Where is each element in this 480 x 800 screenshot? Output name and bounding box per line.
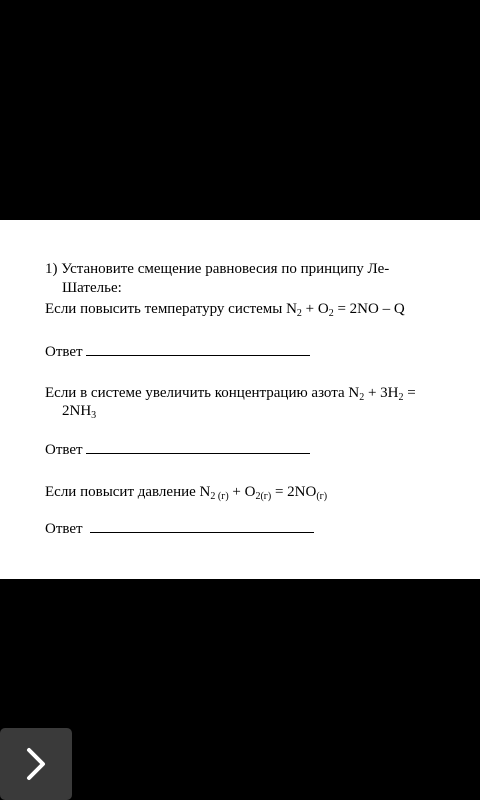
question-2-continuation: $2NH_3$ bbox=[62, 403, 97, 421]
chevron-right-icon bbox=[22, 746, 50, 782]
question-1: Если повысить температуру системы $N_2 + O_2 = 2NO - Q$ bbox=[45, 301, 405, 319]
question-2: Если в системе увеличить концентрацию азота $N_2 + 3H_2$ = bbox=[45, 385, 416, 403]
task-heading: 1) Установите смещение равновесия по принципу Ле- bbox=[45, 261, 390, 277]
answer-blank-2[interactable] bbox=[86, 441, 310, 454]
answer-label: Ответ bbox=[45, 344, 83, 360]
answer-label: Ответ bbox=[45, 442, 83, 458]
answer-2 bbox=[45, 441, 310, 459]
next-button[interactable] bbox=[0, 728, 72, 800]
answer-label: Ответ bbox=[45, 521, 83, 537]
answer-blank-1[interactable] bbox=[86, 343, 310, 356]
answer-3 bbox=[45, 520, 314, 538]
answer-blank-3[interactable] bbox=[90, 520, 314, 533]
answer-1 bbox=[45, 343, 310, 361]
task-heading-continuation: Шателье: bbox=[62, 280, 122, 296]
question-3: Если повысит давление $N_{2 (г)} + O_{2(г)} = 2NO_{(г)}$ bbox=[45, 484, 328, 502]
document-page bbox=[0, 220, 480, 579]
